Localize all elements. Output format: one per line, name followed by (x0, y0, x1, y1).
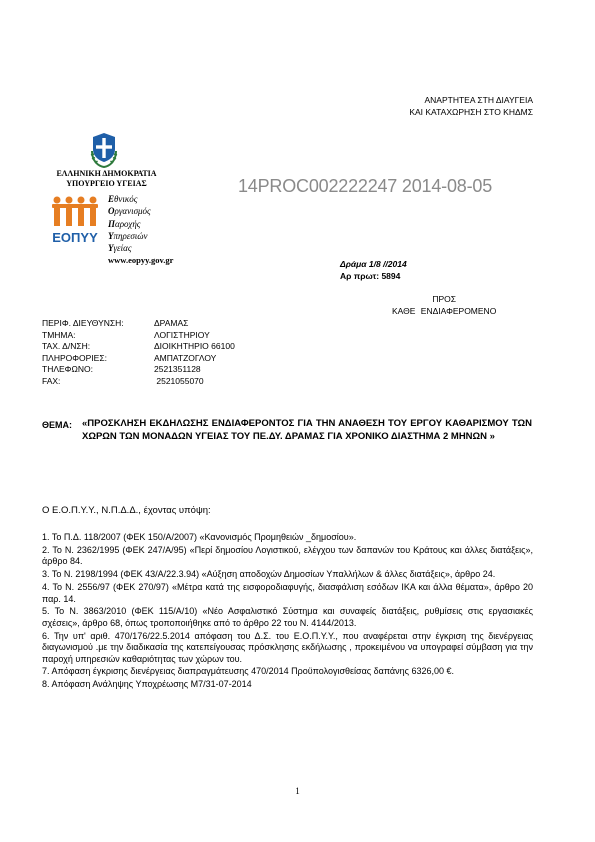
protocol-number: Αρ πρωτ: 5894 (340, 271, 401, 281)
list-item: 8. Απόφαση Ανάληψης Υποχρέωσης Μ7/31-07-2014 (42, 679, 252, 690)
info-value: 2521055070 (154, 375, 204, 386)
intro-text: Ο Ε.Ο.Π.Υ.Υ., Ν.Π.Δ.Δ., έχοντας υπόψη: (42, 505, 211, 516)
list-item: 6. Την υπ' αριθ. 470/176/22.5.2014 απόφαση του Δ.Σ. του Ε.Ο.Π.Υ.Υ., που αναφέρεται στην έγκριση της διενέργειας διαγωνισμού .με την διαδικασία της κατεπείγουσας πρόσκλησης εκδήλωσης , προκειμένου να υπογραφεί σύμβαση για την παροχή υπηρεσιών καθαριότητας των χώρων του. (42, 630, 533, 664)
ministry-line-1: ΕΛΛΗΝΙΚΗ ΔΗΜΟΚΡΑΤΙΑ (56, 169, 157, 178)
eopyy-full-name (108, 193, 173, 267)
info-value: ΔΙΟΙΚΗΤΗΡΙΟ 66100 (154, 341, 235, 352)
eopyy-name-line: Εθνικός (108, 194, 138, 204)
posting-line-2: ΚΑΙ ΚΑΤΑΧΩΡΗΣΗ ΣΤΟ ΚΗΔΜΣ (409, 107, 533, 117)
info-label: ΤΜΗΜΑ: (42, 329, 76, 340)
eopyy-name-line: Παροχής (108, 218, 141, 229)
info-label: FAX: (42, 375, 61, 386)
info-row (42, 330, 235, 342)
ministry-heading (48, 169, 165, 189)
date-protocol-block (340, 258, 407, 282)
info-row (42, 376, 235, 388)
page-number: 1 (295, 786, 300, 796)
eopyy-logo-icon (50, 194, 100, 246)
recipient-label: ΠΡΟΣ (432, 294, 456, 304)
sender-info (42, 318, 235, 388)
legal-references-list (42, 532, 533, 692)
subject-text: «ΠΡΟΣΚΛΗΣΗ ΕΚΔΗΛΩΣΗΣ ΕΝΔΙΑΦΕΡΟΝΤΟΣ ΓΙΑ ΤΗΝ ΑΝΑΘΕΣΗ ΤΟΥ ΕΡΓΟΥ ΚΑΘΑΡΙΣΜΟΥ ΤΩΝ ΧΩΡΩΝ ΤΩΝ ΜΟΝΑΔΩΝ ΥΓΕΙΑΣ ΤΟΥ ΠΕ.ΔΥ. ΔΡΑΜΑΣ ΓΙΑ ΧΡΟΝΙΚΟ ΔΙΑΣΤΗΜΑ 2 ΜΗΝΩΝ » (82, 418, 532, 442)
greek-emblem-icon (89, 131, 119, 169)
eopyy-name-line: Υπηρεσιών (108, 230, 148, 241)
info-row (42, 318, 235, 330)
eopyy-logo-text: ΕΟΠΥΥ (52, 230, 98, 245)
list-item: 1. Το Π.Δ. 118/2007 (ΦΕΚ 150/Α/2007) «Κανονισμός Προμηθειών _δημοσίου». (42, 532, 357, 542)
list-item: 2. Το Ν. 2362/1995 (ΦΕΚ 247/Α/95) «Περί δημοσίου Λογιστικού, ελέγχου των δαπανών του Κράτους και άλλες διατάξεις», άρθρο 84. (42, 544, 533, 567)
info-label: ΠΕΡΙΦ. ΔΙΕΥΘΥΝΣΗ: (42, 318, 124, 328)
info-value: ΔΡΑΜΑΣ (154, 318, 189, 328)
recipient-value: ΚΑΘΕ ΕΝΔΙΑΦΕΡΟΜΕΝΟ (392, 306, 497, 316)
document-id: 14PROC002222247 2014-08-05 (238, 176, 492, 196)
subject-label: ΘΕΜΑ: (42, 420, 72, 430)
info-row (42, 364, 235, 376)
info-label: ΠΛΗΡΟΦΟΡΙΕΣ: (42, 352, 107, 363)
eopyy-website: www.eopyy.gov.gr (108, 255, 174, 266)
info-value: ΑΜΠΑΤΖΟΓΛΟΥ (154, 352, 217, 363)
list-item: 3. Το Ν. 2198/1994 (ΦΕΚ 43/Α/22.3.94) «Αύξηση αποδοχών Δημοσίων Υπαλλήλων & άλλες διατάξεις», άρθρο 24. (42, 569, 496, 580)
eopyy-name-line: Οργανισμός (108, 206, 151, 217)
info-value: ΛΟΓΙΣΤΗΡΙΟΥ (154, 329, 210, 340)
list-item: 5. Το Ν. 3863/2010 (ΦΕΚ 115/Α/10) «Νέο Ασφαλιστικό Σύστημα και συναφείς διατάξεις, ρυθμίσεις στις εργασιακές σχέσεις», άρθρο 68, όπως τροποποιήθηκε από το άρθρο 22 του Ν. 4144/2013. (42, 606, 533, 628)
info-row (42, 353, 235, 365)
recipient-block (392, 293, 496, 317)
list-item: 7. Απόφαση έγκρισης διενέργειας διαπραγμάτευσης 470/2014 Προϋπολογισθείσας δαπάνης 6326,00 €. (42, 666, 455, 677)
info-label: ΤΑΧ. Δ/ΝΣΗ: (42, 341, 91, 352)
place-date: Δράμα 1/8 //2014 (340, 259, 407, 269)
ministry-line-2: ΥΠΟΥΡΓΕΙΟ ΥΓΕΙΑΣ (66, 179, 147, 188)
eopyy-name-line: Υγείας (108, 243, 132, 254)
posting-notice (409, 94, 533, 118)
posting-line-1: ΑΝΑΡΤΗΤΕΑ ΣΤΗ ΔΙΑΥΓΕΙΑ (424, 95, 533, 105)
info-label: ΤΗΛΕΦΩΝΟ: (42, 364, 93, 375)
info-value: 2521351128 (154, 364, 201, 375)
list-item: 4. Το Ν. 2556/97 (ΦΕΚ 270/97) «Μέτρα κατά της εισφοροδιαφυγής, διασφάλιση εσόδων ΙΚΑ και άλλα θέματα», άρθρο 20 παρ. 14. (42, 582, 533, 604)
info-row (42, 341, 235, 353)
